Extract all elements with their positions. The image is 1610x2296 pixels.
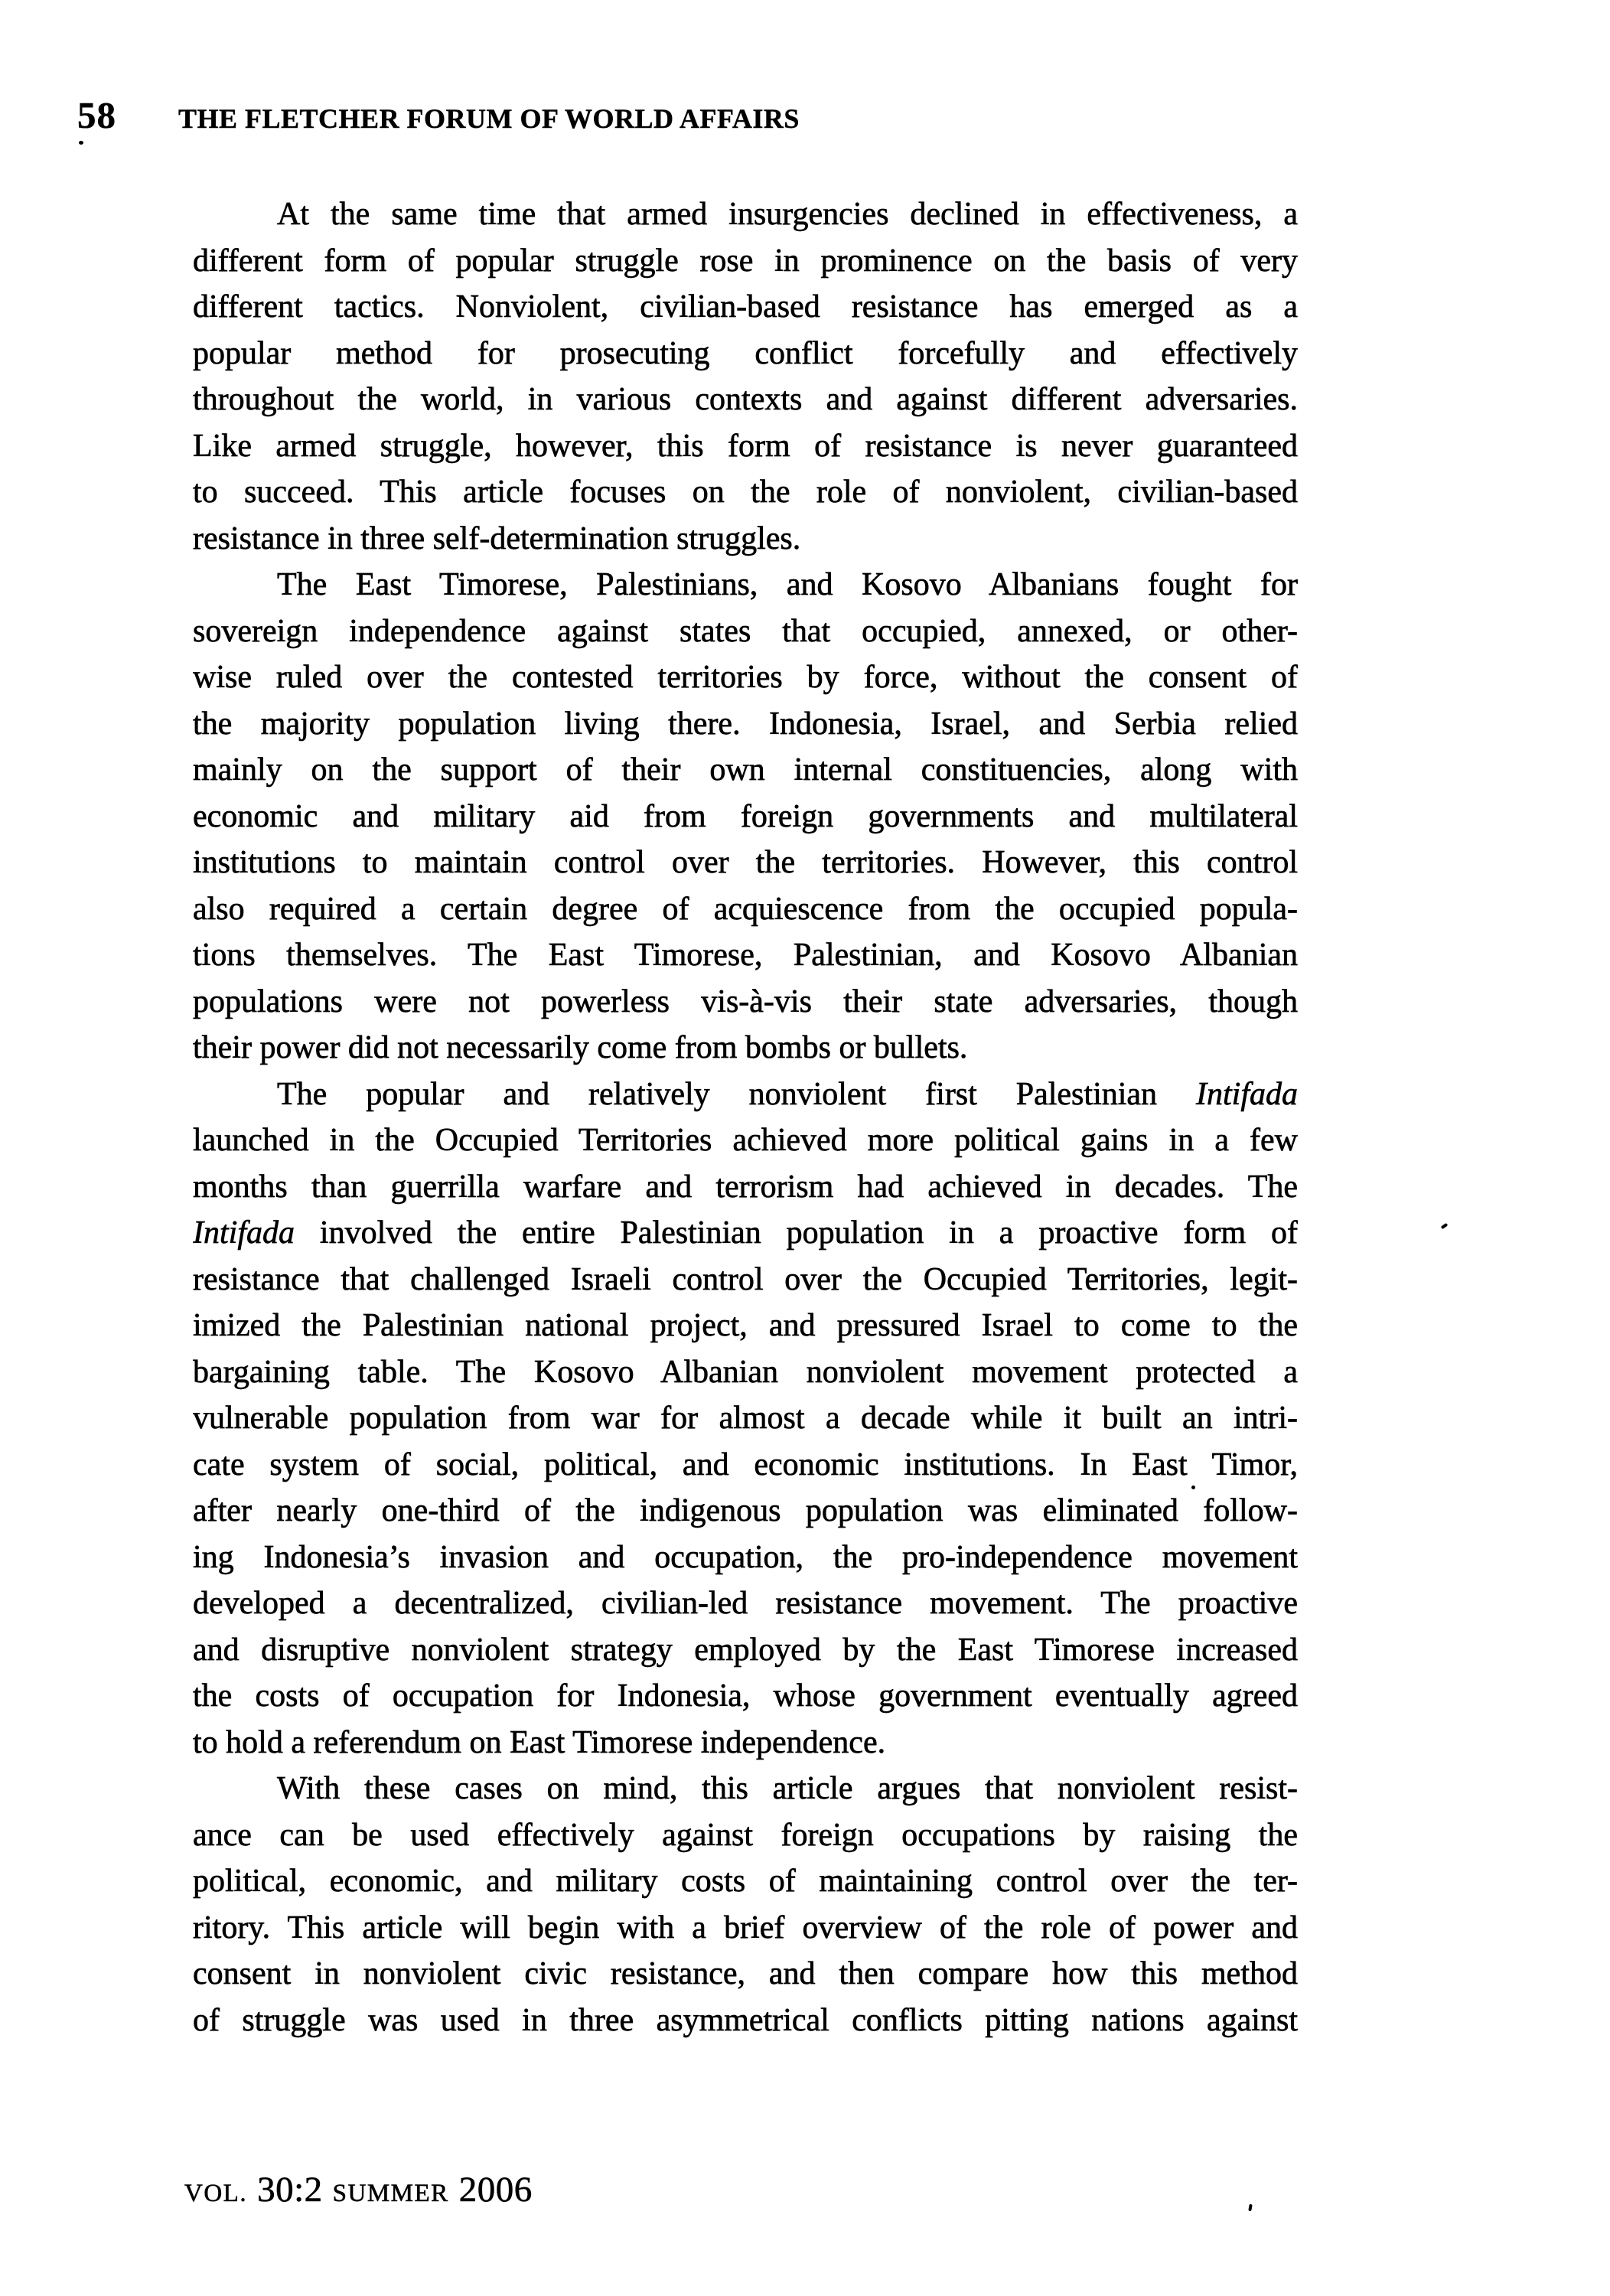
body-text xyxy=(193,191,1298,2043)
text-line: mainly on the support of their own internal constituencies, along with xyxy=(193,752,1298,788)
scan-artifact-mark xyxy=(79,141,83,145)
journal-running-header: THE FLETCHER FORUM OF WORLD AFFAIRS xyxy=(178,103,800,134)
text-line: popular method for prosecuting conflict forcefully and effectively xyxy=(193,335,1298,371)
text-line: the majority population living there. Indonesia, Israel, and Serbia relied xyxy=(193,706,1298,742)
text-line: after nearly one-third of the indigenous population was eliminated follow- xyxy=(193,1493,1298,1528)
scan-artifact-mark xyxy=(1191,1486,1195,1489)
text-line: throughout the world, in various contexts and against different adversaries. xyxy=(193,382,1298,417)
scan-artifact-mark xyxy=(1441,1223,1449,1229)
text-line: populations were not powerless vis-à-vis their state adversaries, though xyxy=(193,983,1298,1019)
page-footer xyxy=(184,2169,533,2210)
text-line: Intifada involved the entire Palestinian population in a proactive form of xyxy=(193,1215,1298,1251)
text-line: Like armed struggle, however, this form of resistance is never guaranteed xyxy=(193,428,1298,464)
text-line: different tactics. Nonviolent, civilian-based resistance has emerged as a xyxy=(193,289,1298,325)
text-line: consent in nonviolent civic resistance, and then compare how this method xyxy=(193,1956,1298,1991)
text-line: of struggle was used in three asymmetrical conflicts pitting nations against xyxy=(193,2002,1298,2038)
paragraph xyxy=(193,191,1298,562)
text-line: institutions to maintain control over the territories. However, this control xyxy=(193,845,1298,880)
text-line: economic and military aid from foreign governments and multilateral xyxy=(193,798,1298,834)
text-line: imized the Palestinian national project, and pressured Israel to come to the xyxy=(193,1308,1298,1343)
text-line: also required a certain degree of acquiescence from the occupied popula- xyxy=(193,891,1298,927)
page-number: 58 xyxy=(77,94,116,136)
paragraph xyxy=(193,1071,1298,1766)
text-line: At the same time that armed insurgencies declined in effectiveness, a xyxy=(277,197,1298,232)
text-line: ritory. This article will begin with a brief overview of the role of power and xyxy=(193,1910,1298,1945)
text-line: developed a decentralized, civilian-led resistance movement. The proactive xyxy=(193,1586,1298,1621)
text-line: different form of popular struggle rose in prominence on the basis of very xyxy=(193,243,1298,279)
text-line: cate system of social, political, and economic institutions. In East Timor, xyxy=(193,1446,1298,1482)
text-line: ance can be used effectively against foreign occupations by raising the xyxy=(193,1817,1298,1853)
text-line: The popular and relatively nonviolent first Palestinian Intifada xyxy=(277,1076,1298,1112)
text-line: ing Indonesia’s invasion and occupation, the pro-independence movement xyxy=(193,1539,1298,1575)
text-line: the costs of occupation for Indonesia, whose government eventually agreed xyxy=(193,1678,1298,1714)
text-line: and disruptive nonviolent strategy employed by the East Timorese increased xyxy=(193,1632,1298,1668)
text-line: sovereign independence against states that occupied, annexed, or other- xyxy=(193,613,1298,649)
scan-artifact-mark xyxy=(1248,2204,1253,2212)
volume-label: VOL. xyxy=(184,2180,248,2207)
season-label: SUMMER xyxy=(332,2180,449,2207)
volume-issue: 30:2 xyxy=(257,2170,323,2210)
text-line: vulnerable population from war for almost a decade while it built an intri- xyxy=(193,1401,1298,1436)
text-line: tions themselves. The East Timorese, Palestinian, and Kosovo Albanian xyxy=(193,938,1298,973)
paragraph xyxy=(193,1766,1298,2043)
text-line: to hold a referendum on East Timorese independence. xyxy=(193,1724,886,1760)
text-line: months than guerrilla warfare and terrorism had achieved in decades. The xyxy=(193,1169,1298,1205)
year-label: 2006 xyxy=(458,2170,533,2210)
text-line: their power did not necessarily come from bombs or bullets. xyxy=(193,1030,968,1065)
paragraph xyxy=(193,562,1298,1071)
text-line: The East Timorese, Palestinians, and Kosovo Albanians fought for xyxy=(277,567,1298,602)
text-line: political, economic, and military costs of maintaining control over the ter- xyxy=(193,1864,1298,1899)
text-line: wise ruled over the contested territories by force, without the consent of xyxy=(193,660,1298,695)
text-line: resistance in three self-determination struggles. xyxy=(193,520,801,556)
text-line: resistance that challenged Israeli control over the Occupied Territories, legit- xyxy=(193,1261,1298,1297)
text-line: bargaining table. The Kosovo Albanian nonviolent movement protected a xyxy=(193,1354,1298,1390)
text-line: to succeed. This article focuses on the role of nonviolent, civilian-based xyxy=(193,475,1298,510)
text-line: launched in the Occupied Territories achieved more political gains in a few xyxy=(193,1123,1298,1158)
text-line: With these cases on mind, this article argues that nonviolent resist- xyxy=(277,1771,1298,1806)
